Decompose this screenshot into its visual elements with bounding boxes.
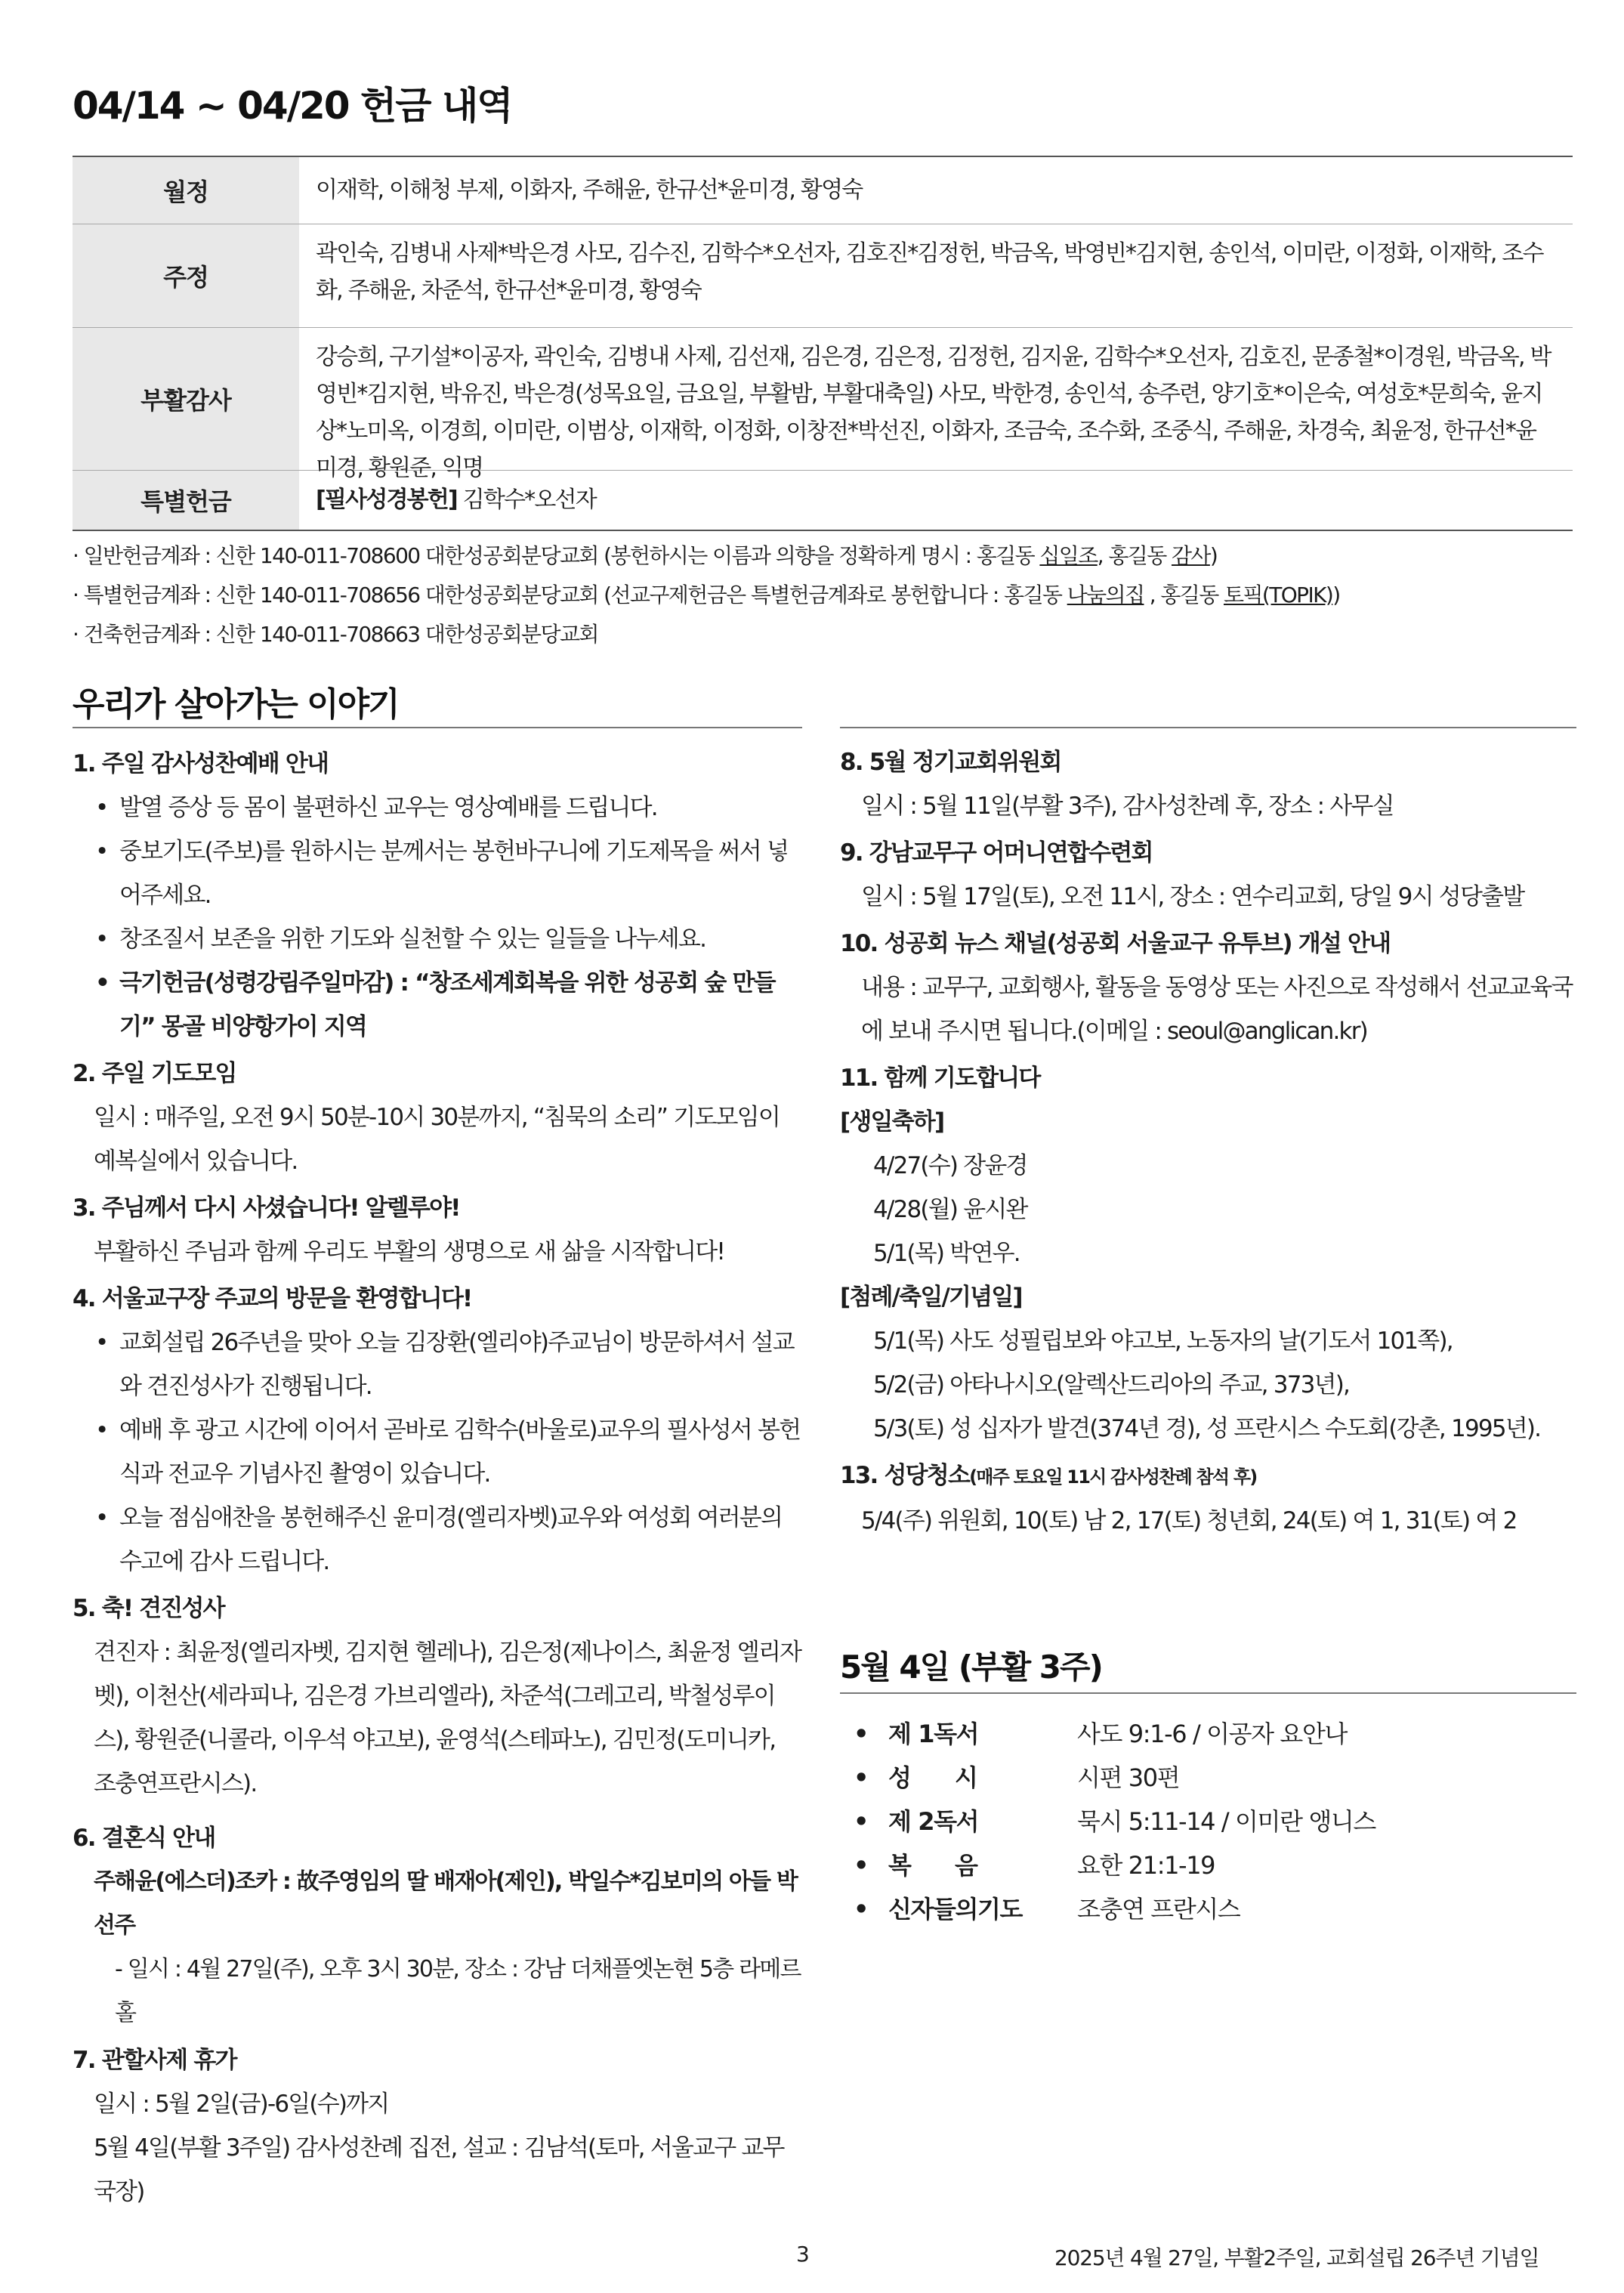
account-example: 토픽(TOPIK): [1224, 583, 1333, 607]
bullet-text: 교회설립 26주년을 맞아 오늘 김장환(엘리야)주교님이 방문하셔서 설교와 견진성사가 진행됩니다.: [119, 1329, 794, 1400]
item-text: 일시 : 매주일, 오전 9시 50분-10시 30분까지, “침묵의 소리” 기도모임이 예복실에서 있습니다.: [94, 1104, 780, 1175]
offering-label: 월정: [73, 157, 299, 224]
offerings-title: 04/14 ~ 04/20 헌금 내역: [73, 84, 512, 128]
bullet-dot: •: [95, 1417, 108, 1444]
reading-text: 사도 9:1-6 / 이공자 요안나: [1077, 1720, 1347, 1748]
item-heading-text: 13. 성당청소: [840, 1462, 970, 1489]
wedding-couple: 주해윤(에스더)조카 : 故주영임의 딸 배재아(제인), 박일수*김보미의 아들 박선주: [94, 1868, 798, 1939]
footer-note: 2025년 4월 27일, 부활2주일, 교회설립 26주년 기념일: [1054, 2245, 1539, 2270]
item-heading: 9. 강남교무구 어머니연합수련회: [840, 839, 1153, 867]
account-text: ): [1209, 543, 1218, 568]
reading-text: 조충연 프란시스: [1077, 1895, 1240, 1924]
bullet-text: 창조질서 보존을 위한 기도와 실천할 수 있는 일들을 나누세요.: [119, 926, 706, 953]
bullet-dot: •: [95, 1329, 108, 1356]
item-heading: 2. 주일 기도모임: [73, 1060, 236, 1087]
offering-row-weekly: [73, 224, 1573, 328]
item-heading: 6. 결혼식 안내: [73, 1825, 215, 1852]
bullet-dot: •: [854, 1720, 869, 1748]
reading-row: [840, 1756, 1576, 1800]
account-text: · 일반헌금계좌 : 신한 140-011-708600 대한성공회분당교회 (봉헌하시는 이름과 의향을 정확하게 명시 : 홍길동: [73, 543, 1040, 568]
item-heading: 1. 주일 감사성찬예배 안내: [73, 750, 329, 777]
item-heading: [840, 1454, 1576, 1499]
bullet-text: 중보기도(주보)를 원하시는 분께서는 봉헌바구니에 기도제목을 써서 넣어주세요.: [119, 838, 789, 909]
bullet-item: [73, 786, 802, 830]
bullet-item: [73, 830, 802, 917]
bullet-dot: •: [854, 1763, 869, 1792]
item-heading: 10. 성공회 뉴스 채널(성공회 서울교구 유투브) 개설 안내: [840, 930, 1391, 957]
bullet-item: [73, 1321, 802, 1408]
offering-names: 곽인숙, 김병내 사제*박은경 사모, 김수진, 김학수*오선자, 김호진*김정헌, 박금옥, 박영빈*김지현, 송인석, 이미란, 이정화, 이재학, 조수화, 주해윤, 차준석, 한규선*윤미경, 황영숙: [316, 240, 1543, 304]
bullet-item: [73, 1496, 802, 1584]
offering-names: [299, 471, 1573, 530]
offering-label: 부활감사: [73, 328, 299, 470]
item-heading: 7. 관할사제 휴가: [73, 2047, 236, 2074]
readings-rule: [840, 1692, 1576, 1694]
account-text: ): [1332, 583, 1340, 607]
right-column: [840, 740, 1576, 1543]
reading-label: 성 시: [888, 1763, 977, 1792]
bullet-text: 발열 증상 등 몸이 불편하신 교우는 영상예배를 드립니다.: [119, 794, 657, 821]
item-heading: 4. 서울교구장 주교의 방문을 환영합니다!: [73, 1285, 472, 1312]
reading-row: [840, 1800, 1576, 1843]
bullet-dot: •: [854, 1895, 869, 1924]
reading-row: [840, 1843, 1576, 1887]
item-heading: 11. 함께 기도합니다: [840, 1065, 1040, 1092]
item-text: 일시 : 5월 2일(금)-6일(수)까지: [94, 2091, 389, 2118]
special-tag: [필사성경봉헌]: [316, 487, 457, 513]
account-line: [73, 615, 1573, 654]
item-heading: 8. 5월 정기교회위원회: [840, 749, 1061, 776]
account-text: , 홍길동: [1144, 583, 1224, 607]
birthday-entry: 5/1(목) 박연우.: [873, 1240, 1020, 1267]
account-example: 십일조: [1039, 543, 1098, 568]
bullet-dot: •: [95, 969, 110, 997]
wedding-details: - 일시 : 4월 27일(주), 오후 3시 30분, 장소 : 강남 더채플엣논현 5층 라메르홀: [115, 1956, 801, 2026]
reading-text: 묵시 5:11-14 / 이미란 앵니스: [1077, 1807, 1375, 1836]
birthday-heading: [생일축하]: [840, 1108, 944, 1136]
item-text: 부활하신 주님과 함께 우리도 부활의 생명으로 새 삶을 시작합니다!: [94, 1238, 724, 1265]
birthday-entry: 4/28(월) 윤시완: [873, 1196, 1027, 1223]
story-title: 우리가 살아가는 이야기: [73, 685, 399, 724]
account-example: 나눔의집: [1067, 583, 1144, 607]
feast-entry: 5/3(토) 성 십자가 발견(374년 경), 성 프란시스 수도회(강촌, 1995년).: [873, 1415, 1541, 1442]
birthday-entry: 4/27(수) 장윤경: [873, 1152, 1027, 1179]
offering-row-monthly: [73, 157, 1573, 224]
bullet-text: 예배 후 광고 시간에 이어서 곧바로 김학수(바울로)교우의 필사성서 봉헌식과 전교우 기념사진 촬영이 있습니다.: [119, 1417, 801, 1488]
readings-list: [840, 1712, 1576, 1931]
feast-heading: [첨례/축일/기념일]: [840, 1284, 1022, 1311]
offering-names: 이재학, 이해청 부제, 이화자, 주해윤, 한규선*윤미경, 황영숙: [316, 177, 863, 203]
item-text: 견진자 : 최윤정(엘리자벳, 김지현 헬레나), 김은정(제나이스, 최윤정 엘리자벳), 이천산(세라피나, 김은경 가브리엘라), 차준석(그레고리, 박철성루이스), 황원준(니콜라, 이우석 야고보), 윤영석(스테파노), 김민정(도미니카, 조충연프란시스).: [94, 1639, 801, 1797]
bullet-dot: •: [95, 838, 108, 865]
item-text: 일시 : 5월 11일(부활 3주), 감사성찬례 후, 장소 : 사무실: [861, 793, 1394, 820]
reading-label: 신자들의기도: [888, 1895, 1023, 1924]
offering-label: 특별헌금: [73, 471, 299, 530]
page-number: 3: [796, 2242, 809, 2267]
account-text: · 건축헌금계좌 : 신한 140-011-708663 대한성공회분당교회: [73, 622, 598, 647]
offerings-table: [73, 156, 1573, 531]
bullet-item: [73, 1408, 802, 1496]
bullet-dot: •: [95, 794, 108, 821]
story-rule-left: [73, 727, 802, 728]
account-line: [73, 536, 1573, 576]
offering-row-special: [73, 471, 1573, 530]
account-text: · 특별헌금계좌 : 신한 140-011-708656 대한성공회분당교회 (선교구제헌금은 특별헌금계좌로 봉헌합니다 : 홍길동: [73, 583, 1067, 607]
account-line: [73, 576, 1573, 615]
bullet-text: 극기헌금(성령강림주일마감) : “창조세계회복을 위한 성공회 숲 만들기” 몽골 비양항가이 지역: [119, 969, 775, 1040]
bullet-dot: •: [854, 1807, 869, 1836]
bullet-text: 오늘 점심애찬을 봉헌해주신 윤미경(엘리자벳)교우와 여성회 여러분의 수고에 감사 드립니다.: [119, 1504, 783, 1575]
account-list: [73, 536, 1573, 654]
reading-text: 시편 30편: [1077, 1763, 1180, 1792]
account-text: , 홍길동: [1097, 543, 1172, 568]
item-text: 일시 : 5월 17일(토), 오전 11시, 장소 : 연수리교회, 당일 9시 성당출발: [861, 883, 1524, 910]
bullet-dot: •: [95, 1504, 108, 1531]
reading-row: [840, 1712, 1576, 1756]
reading-text: 요한 21:1-19: [1077, 1851, 1215, 1880]
bullet-dot: •: [854, 1851, 869, 1880]
reading-label: 제 1독서: [888, 1720, 979, 1748]
reading-row: [840, 1887, 1576, 1931]
bullet-item: [73, 917, 802, 961]
special-names: 김학수*오선자: [456, 487, 596, 513]
offering-row-easter: [73, 328, 1573, 481]
feast-entry: 5/2(금) 아타나시오(알렉산드리아의 주교, 373년),: [873, 1371, 1350, 1398]
item-text: 내용 : 교무구, 교회행사, 활동을 동영상 또는 사진으로 작성해서 선교교육국에 보내 주시면 됩니다.(이메일 : seoul@anglican.kr): [861, 974, 1573, 1045]
offering-label: 주정: [73, 224, 299, 327]
readings-title: 5월 4일 (부활 3주): [840, 1649, 1102, 1686]
reading-label: 복 음: [888, 1851, 977, 1880]
story-rule-right: [840, 727, 1576, 728]
left-column: [73, 748, 802, 2214]
bullet-item: [73, 961, 802, 1049]
item-heading-note: (매주 토요일 11시 감사성찬례 참석 후): [969, 1466, 1257, 1488]
feast-entry: 5/1(목) 사도 성필립보와 야고보, 노동자의 날(기도서 101쪽),: [873, 1327, 1453, 1355]
item-heading: 3. 주님께서 다시 사셨습니다! 알렐루야!: [73, 1194, 460, 1222]
bullet-dot: •: [95, 926, 108, 953]
item-heading: 5. 축! 견진성사: [73, 1595, 224, 1622]
reading-label: 제 2독서: [888, 1807, 979, 1836]
account-example: 감사: [1171, 543, 1210, 568]
offering-names: 강승희, 구기설*이공자, 곽인숙, 김병내 사제, 김선재, 김은경, 김은정, 김정헌, 김지윤, 김학수*오선자, 김호진, 문종철*이경원, 박금옥, 박영빈*김지현, 박유진, 박은경(성목요일, 금요일, 부활밤, 부활대축일) 사모, 박한경, 송인석, 송주련, 양기호*이은숙, 여성호*문희숙, 윤지상*노미옥, 이경희, 이미란, 이범상, 이재학, 이정화, 이창전*박선진, 이화자, 조금숙, 조수화, 조중식, 주해윤, 차경숙, 최윤정, 한규선*윤미경, 황원준, 익명: [316, 344, 1551, 481]
item-text: 5/4(주) 위원회, 10(토) 남 2, 17(토) 청년회, 24(토) 여 1, 31(토) 여 2: [861, 1507, 1517, 1534]
item-text: 5월 4일(부활 3주일) 감사성찬례 집전, 설교 : 김남석(토마, 서울교구 교무국장): [94, 2134, 784, 2205]
